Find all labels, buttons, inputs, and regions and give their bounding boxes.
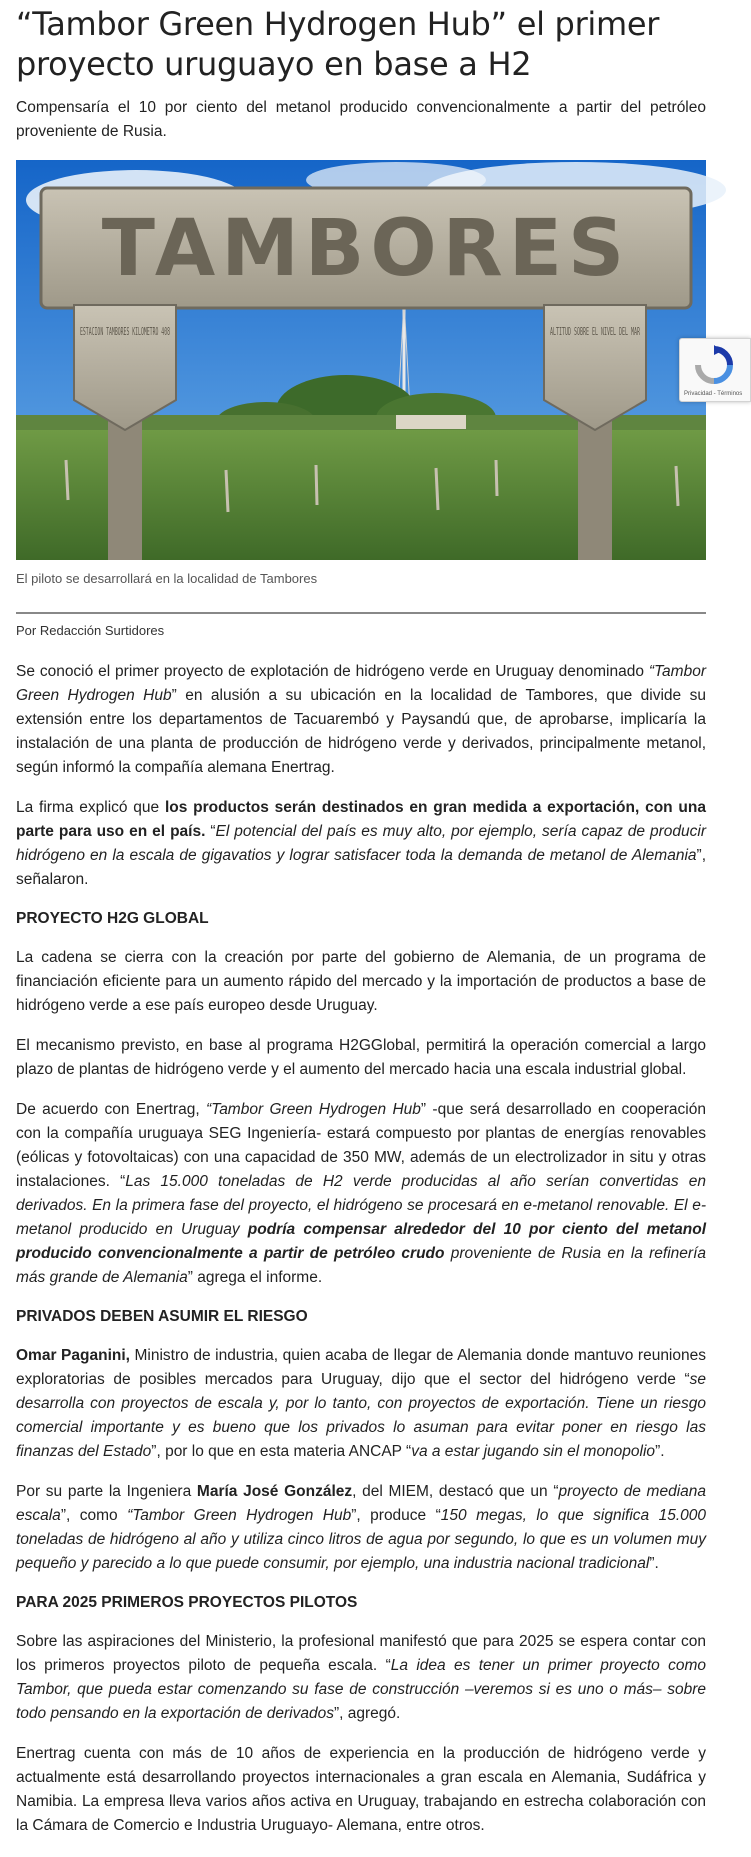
article-photo <box>16 160 706 560</box>
section-heading: PARA 2025 PRIMEROS PROYECTOS PILOTOS <box>16 1594 358 1611</box>
article-body <box>16 660 706 1838</box>
paragraph: La cadena se cierra con la creación por parte del gobierno de Alemania, de un programa de financiación eficiente para un aumento rápido del mercado y la importación de productos a base de hidrógeno verde a ese país europeo desde Uruguay. <box>16 949 706 1014</box>
paragraph: Omar Paganini, Ministro de industria, quien acaba de llegar de Alemania donde mantuvo reuniones exploratorias de posibles mercados para Uruguay, dijo que el sector del hidrógeno verde “se desarrolla con proyectos de escala y, por lo tanto, con proyectos de exportación. Tiene un riesgo comercial importante y es bueno que los privados lo asuman para evitar poner en riesgo las finanzas del Estado”, por lo que en esta materia ANCAP “va a estar jugando sin el monopolio”. <box>16 1347 706 1460</box>
article-lead: Compensaría el 10 por ciento del metanol producido convencionalmente a partir del petróleo proveniente de Rusia. <box>16 99 706 140</box>
recaptcha-icon <box>694 345 734 385</box>
divider <box>16 612 706 614</box>
article-title: “Tambor Green Hydrogen Hub” el primer proyecto uruguayo en base a H2 <box>16 5 660 83</box>
sign-text: TAMBORES <box>101 204 631 294</box>
section-heading: PRIVADOS DEBEN ASUMIR EL RIESGO <box>16 1308 308 1325</box>
paragraph: Por su parte la Ingeniera María José González, del MIEM, destacó que un “proyecto de mediana escala”, como “Tambor Green Hydrogen Hub”, produce “150 megas, lo que significa 15.000 toneladas de hidrógeno al año y utiliza cinco litros de agua por segundo, lo que es un volumen muy pequeño y parecido a lo que puede consumir, por ejemplo, una industria nacional tradicional”. <box>16 1483 706 1572</box>
photo-caption: El piloto se desarrollará en la localidad de Tambores <box>16 571 318 586</box>
paragraph: La firma explicó que los productos serán destinados en gran medida a exportación, con una parte para uso en el país. “El potencial del país es muy alto, por ejemplo, sería capaz de producir hidrógeno en la escala de gigavatios y lograr satisfacer toda la demanda de metanol de Alemania”, señalaron. <box>16 799 707 888</box>
recaptcha-links: Privacidad - Términos <box>684 391 743 397</box>
article <box>16 0 706 1854</box>
recaptcha-badge[interactable] <box>679 338 751 402</box>
left-plate-text: ESTACION TAMBORES KILOMETRO 408 <box>80 325 170 338</box>
paragraph: Enertrag cuenta con más de 10 años de experiencia en la producción de hidrógeno verde y actualmente está desarrollando proyectos internacionales a gran escala en Alemania, Sudáfrica y Namibia. La empresa lleva varios años activa en Uruguay, trabajando en estrecha colaboración con la Cámara de Comercio e Industria Uruguayo- Alemana, entre otros. <box>16 1745 706 1834</box>
paragraph: Se conoció el primer proyecto de explotación de hidrógeno verde en Uruguay denominado “Tambor Green Hydrogen Hub” en alusión a su ubicación en la localidad de Tambores, que divide su extensión entre los departamentos de Tacuarembó y Paysandú que, de aprobarse, implicaría la instalación de una planta de producción de hidrógeno verde y derivados, principalmente metanol, según informó la compañía alemana Enertrag. <box>16 663 706 776</box>
paragraph: De acuerdo con Enertrag, “Tambor Green Hydrogen Hub” -que será desarrollado en cooperación con la compañía uruguaya SEG Ingeniería- estará compuesto por plantas de energías renovables (eólicas y fotovoltaicas) con una capacidad de 350 MW, además de un electrolizador in situ y otras instalaciones. “Las 15.000 toneladas de H2 verde producidas al año serían convertidas en derivados. En la primera fase del proyecto, el hidrógeno se procesará en e-metanol renovable. El e-metanol producido en Uruguay podría compensar alrededor del 10 por ciento del metanol producido convencionalmente a partir de petróleo crudo proveniente de Rusia en la refinería más grande de Alemania” agrega el informe. <box>16 1101 707 1286</box>
paragraph: El mecanismo previsto, en base al programa H2GGlobal, permitirá la operación comercial a largo plazo de plantas de hidrógeno verde y el aumento del mercado hacia una escala industrial global. <box>16 1037 706 1078</box>
byline: Por Redacción Surtidores <box>16 623 165 638</box>
right-plate-text: ALTITUD SOBRE EL NIVEL DEL MAR <box>550 325 641 338</box>
paragraph: Sobre las aspiraciones del Ministerio, la profesional manifestó que para 2025 se espera contar con los primeros proyectos piloto de pequeña escala. “La idea es tener un primer proyecto como Tambor, que pueda estar comenzando su fase de construcción –veremos si es uno o más– sobre todo pensando en la exportación de derivados”, agregó. <box>16 1633 707 1722</box>
section-heading: PROYECTO H2G GLOBAL <box>16 910 209 927</box>
tambores-sign-photo <box>16 160 706 560</box>
